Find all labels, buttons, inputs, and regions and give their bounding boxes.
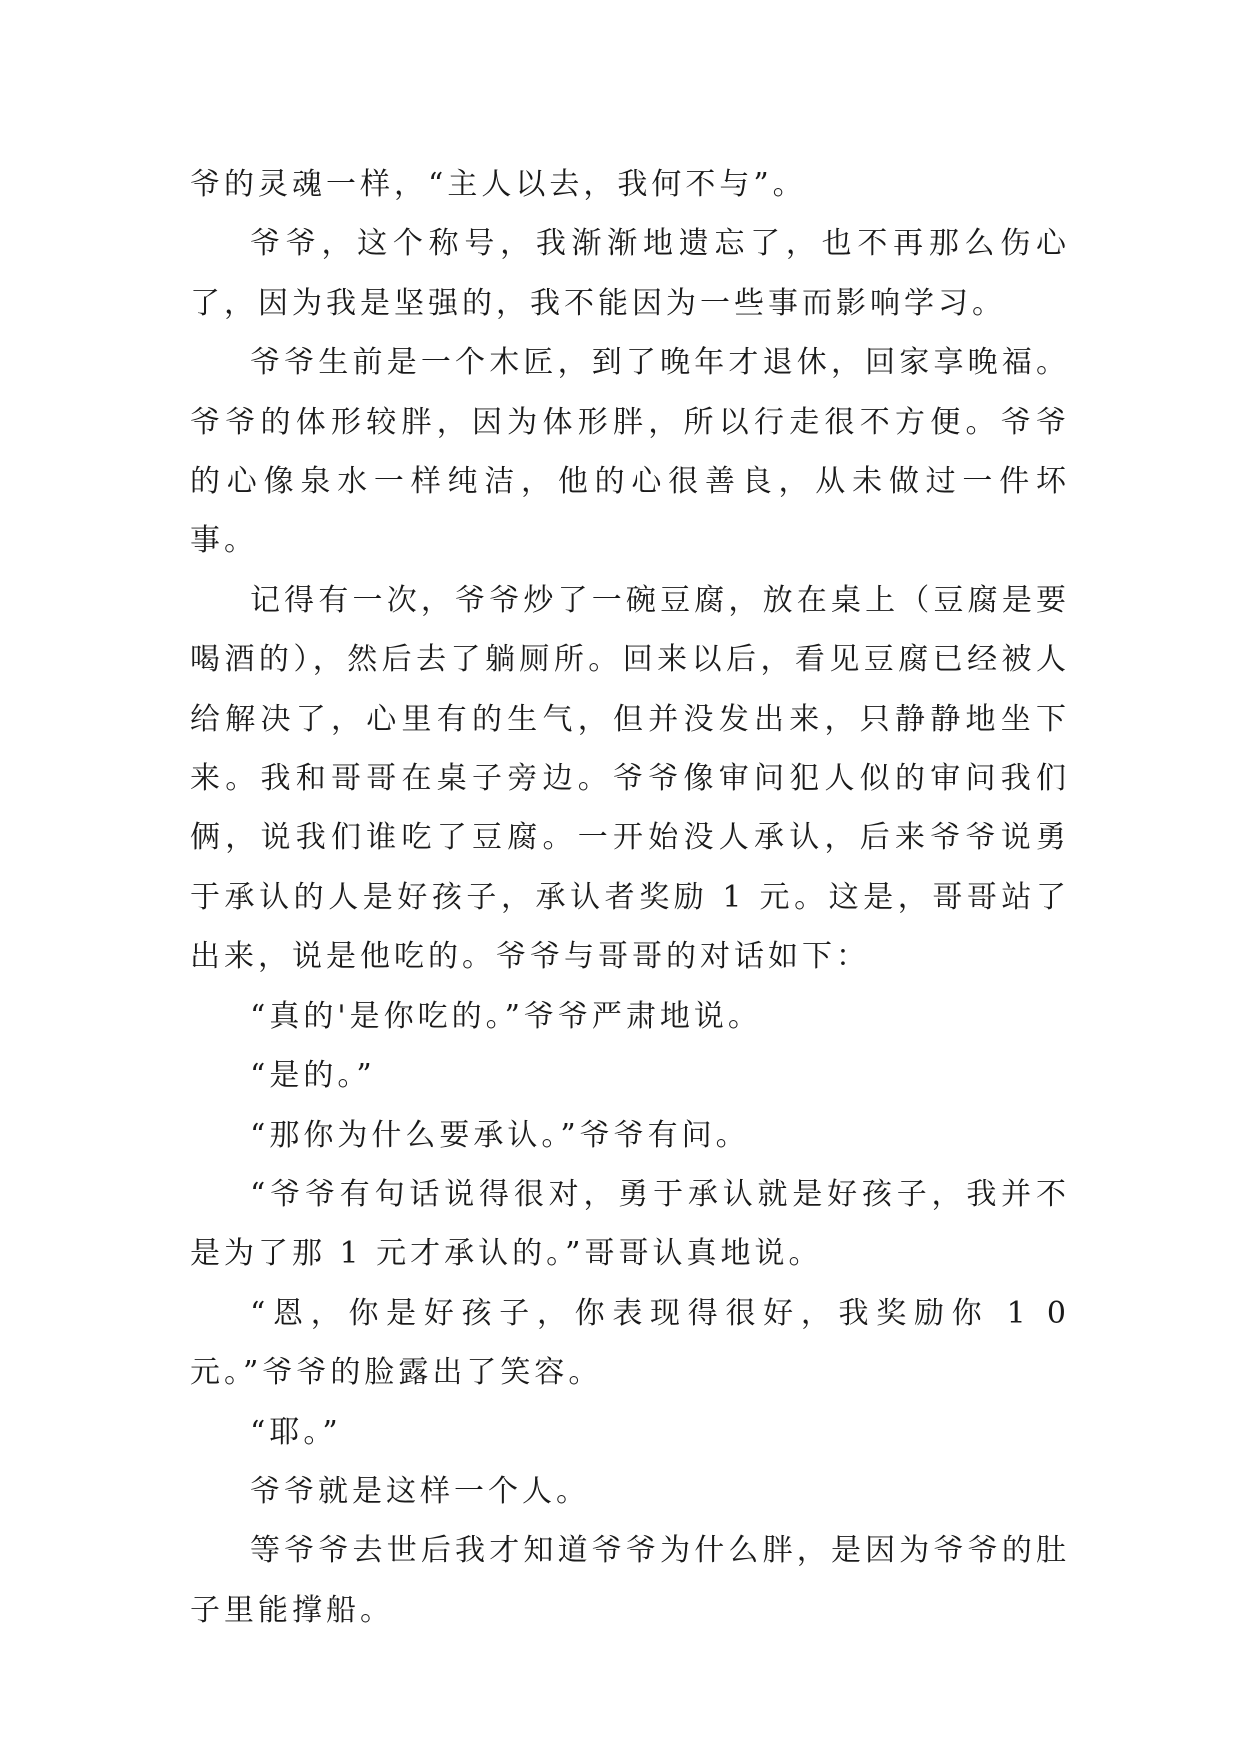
dialogue-line-2: “是的。” [250, 1058, 376, 1094]
document-body [190, 155, 1070, 1640]
paragraph-title-forgetting: 爷爷，这个称号，我渐渐地遗忘了，也不再那么伤心了，因为我是坚强的，我不能因为一些事而影响学习。 [190, 226, 1070, 321]
dialogue-line-5: “恩，你是好孩子，你表现得很好，我奖励你 1 0 元。”爷爷的脸露出了笑容。 [190, 1295, 1070, 1391]
dialogue-line-6: “耶。” [250, 1414, 342, 1450]
dialogue-line-1: “真的'是你吃的。”爷爷严肃地说。 [250, 998, 762, 1034]
dialogue-line-4: “爷爷有句话说得很对，勇于承认就是好孩子，我并不是为了那 1 元才承认的。”哥哥认真地说。 [190, 1176, 1070, 1272]
paragraph-tofu-story: 记得有一次，爷爷炒了一碗豆腐，放在桌上（豆腐是要喝酒的），然后去了躺厕所。回来以后，看见豆腐已经被人给解决了，心里有的生气，但并没发出来，只静静地坐下来。我和哥哥在桌子旁边。爷爷像审问犯人似的审问我们俩，说我们谁吃了豆腐。一开始没人承认，后来爷爷说勇于承认的人是好孩子，承认者奖励 1 元。这是，哥哥站了出来，说是他吃的。爷爷与哥哥的对话如下： [190, 582, 1070, 975]
dialogue-line-3: “那你为什么要承认。”爷爷有问。 [250, 1117, 750, 1153]
paragraph-carpenter: 爷爷生前是一个木匠，到了晚年才退休，回家享晚福。爷爷的体形较胖，因为体形胖，所以行走很不方便。爷爷的心像泉水一样纯洁，他的心很善良，从未做过一件坏事。 [190, 345, 1070, 559]
paragraph-closing: 等爷爷去世后我才知道爷爷为什么胖，是因为爷爷的肚子里能撑船。 [190, 1533, 1070, 1628]
paragraph-such-a-person: 爷爷就是这样一个人。 [250, 1473, 590, 1509]
paragraph-continuation: 爷的灵魂一样，“主人以去，我何不与”。 [190, 167, 807, 202]
